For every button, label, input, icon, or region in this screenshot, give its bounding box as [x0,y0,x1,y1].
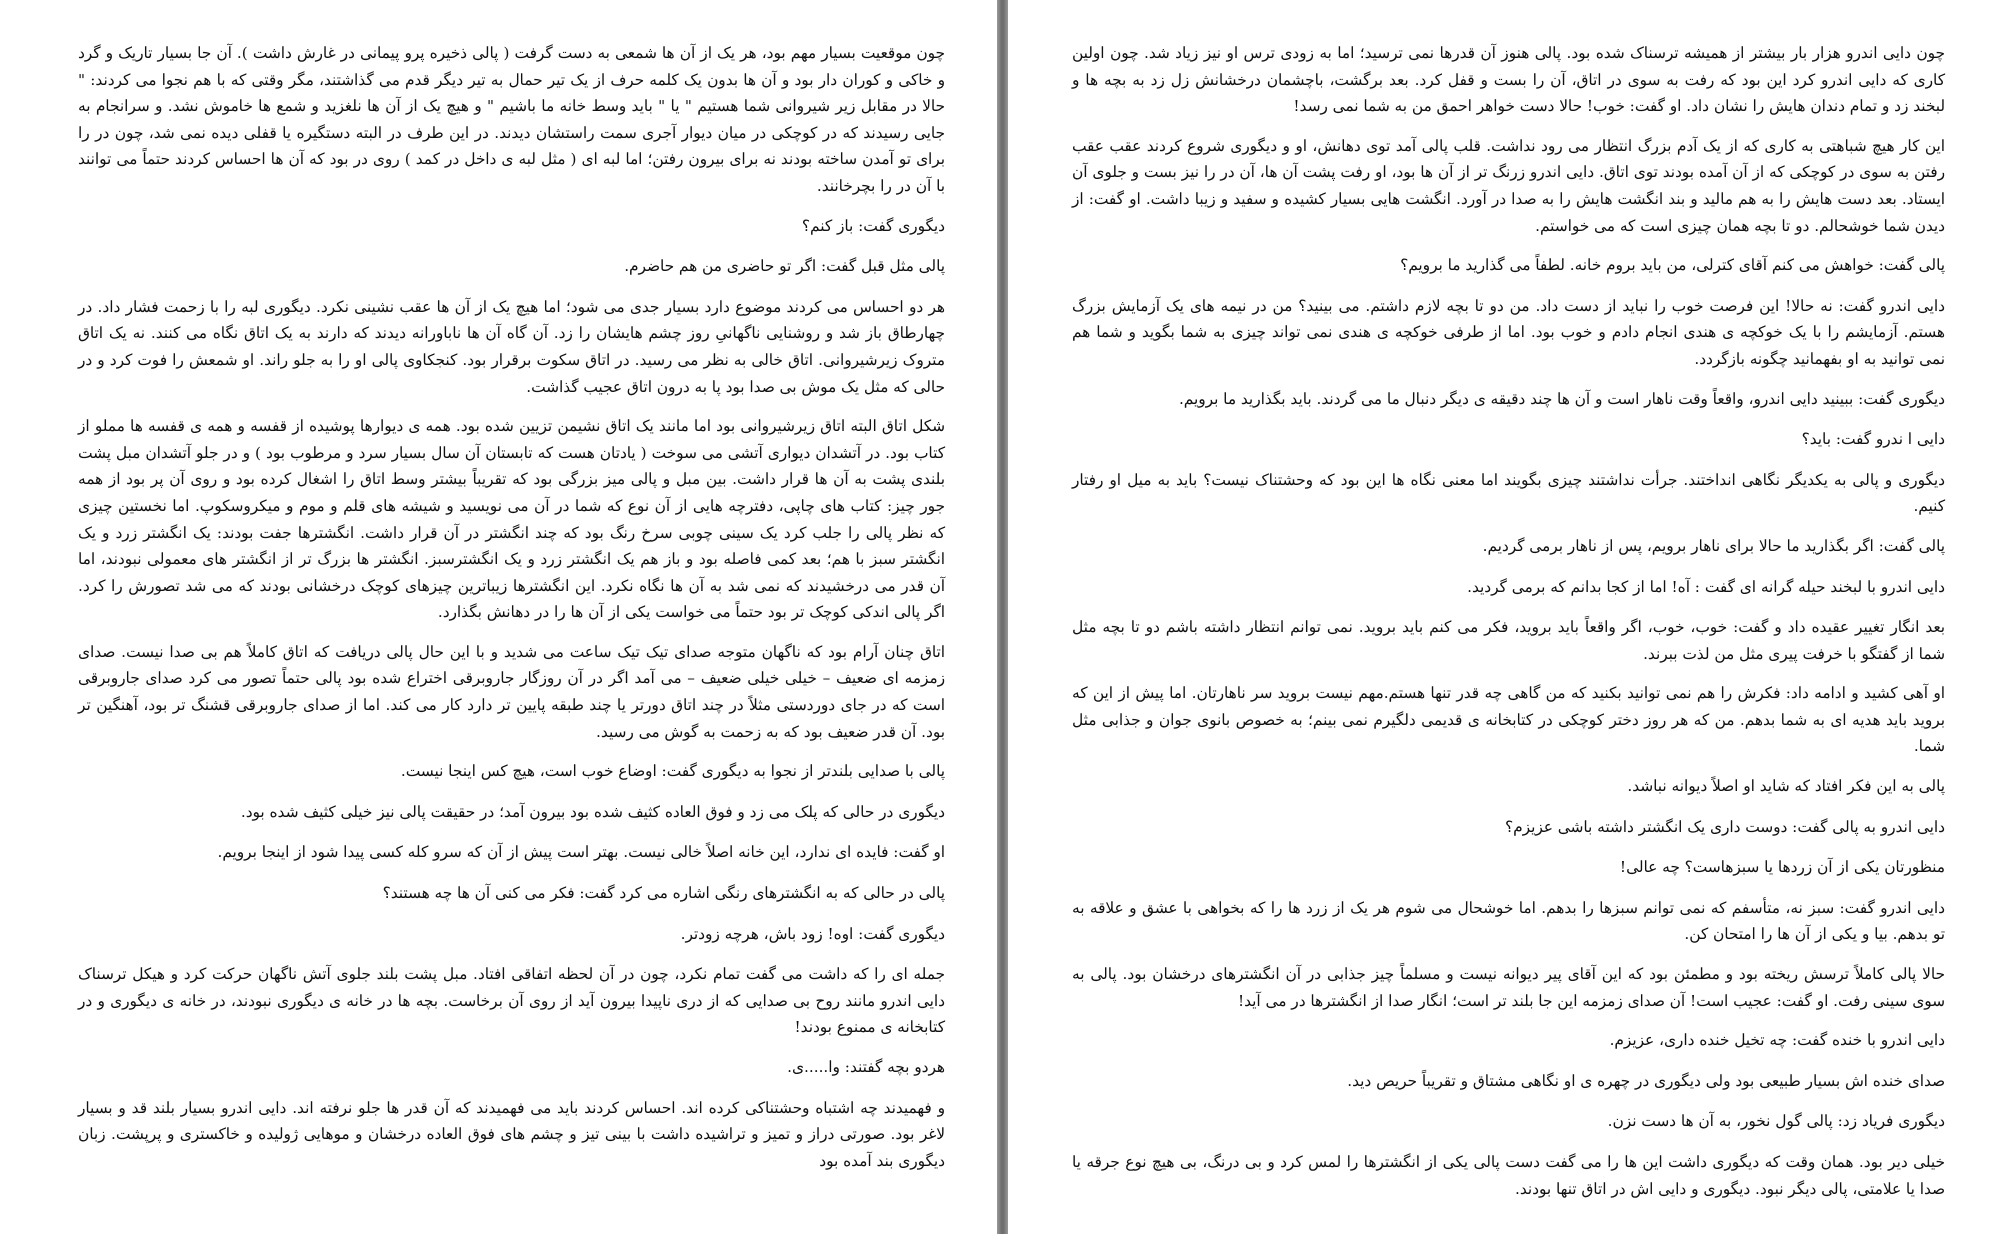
paragraph: دایی اندرو به پالی گفت: دوست داری یک انگشتر داشته باشی عزیزم؟ [1505,817,1945,836]
paragraph: او گفت: فایده ای ندارد، این خانه اصلاً خالی نیست. بهتر است پیش از آن که سرو کله کسی پیدا شود از اینجا برویم. [217,843,945,862]
paragraph: منظورتان یکی از آن زردها یا سبزهاست؟ چه عالی! [1619,858,1945,877]
paragraph: پالی گفت: خواهش می کنم آقای کترلی، من باید بروم خانه. لطفاً می گذارید ما برویم؟ [1400,256,1945,275]
paragraph: دیگوری گفت: باز کنم؟ [801,216,945,235]
paragraph: دیگوری و پالی به یکدیگر نگاهی انداختند. جرأت نداشتند چیزی بگویند اما معنی نگاه ها این بود که وحشتناک نیست؟ باید به میل او رفتار کنیم. [1072,470,1945,516]
paragraph: دیگوری فریاد زد: پالی گول نخور، به آن ها دست نزن. [1607,1112,1945,1131]
paragraph: صدای خنده اش بسیار طبیعی بود ولی دیگوری در چهره ی او نگاهی مشتاق و تقریباً حریص دید. [1347,1071,1945,1090]
paragraph: بعد انگار تغییر عقیده داد و گفت: خوب، خوب، اگر واقعاً باید بروید، فکر می کنم باید بروید. نمی توانم انتظار داشته باشم دو تا بچه مثل شما از گفتگو با خرفت پیری مثل من لذت ببرند. [1072,618,1945,663]
paragraph: دیگوری گفت: ببینید دایی اندرو، واقعاً وقت ناهار است و آن ها چند دقیقه ی دیگر دنبال ما می گردند. باید بگذارید ما برویم. [1178,389,1945,408]
paragraph: پالی در حالی که به انگشترهای رنگی اشاره می کرد گفت: فکر می کنی آن ها چه هستند؟ [382,884,945,903]
paragraph: دایی اندرو گفت: نه حالا! این فرصت خوب را نباید از دست داد. من دو تا بچه لازم داشتم. می بینید؟ من در نیمه های یک آزمایش بزرگ هستم. آزمایشم را با یک خوکچه ی هندی انجام دادم و خوب بود. اما از طرفی خوکچه ی هندی نمی تواند چیزی به شما بگوید و شما هم نمی توانید به او بفهمانید چگونه بازگردد. [1072,296,1945,368]
paragraph: پالی مثل قبل گفت: اگر تو حاضری من هم حاضرم. [624,257,945,276]
paragraph: هر دو احساس می کردند موضوع دارد بسیار جدی می شود؛ اما هیچ یک از آن ها عقب نشینی نکرد. دیگوری لبه را با زحمت فشار داد. در چهارطاق باز شد و روشنایی ناگهانیِ روز چشم هایشان را زد. آن گاه آن ها ناباورانه دیدند که دارند به یک اتاق نگاه می کنند. نه یک اتاق متروک زیرشیروانی. اتاق خالی به نظر می رسید. در اتاق سکوت برقرار بود. کنجکاوی پالی او را به جلو راند. او شمعش را فوت کرد و در حالی که مثل یک موش بی صدا بود پا به درون اتاق عجیب گذاشت. [78,297,945,396]
right-page [1008,0,2001,1234]
left-page-text [78,40,945,1174]
paragraph: او آهی کشید و ادامه داد: فکرش را هم نمی توانید بکنید که من گاهی چه قدر تنها هستم.مهم نیست بروید سر ناهارتان. اما پیش از این که بروید باید هدیه ای به شما بدهم. من که هر روز دختر کوچکی در کتابخانه ی قدیمی دلگیرم نمی بینم؛ به خصوص بانوی جوان و جذابی مثل شما. [1072,684,1945,756]
paragraph: این کار هیچ شباهتی به کاری که از یک آدم بزرگ انتظار می رود نداشت. قلب پالی آمد توی دهانش، او و دیگوری شروع کردند عقب عقب رفتن به سوی در کوچکی که از آن آمده بودند توی اتاق. دایی اندرو زرنگ تر از آن ها بود، او رفت پشت آن ها، آن در را نیز بست و جلوی آن ایستاد. بعد دست هایش را به هم مالید و بند انگشت هایش را به صدا در آورد. انگشت هایی بسیار کشیده و سفید و زیبا داشت. او گفت: از دیدن شما خوشحالم. دو تا بچه همان چیزی است که می خواستم. [1072,136,1945,235]
paragraph: دایی اندرو با لبخند حیله گرانه ای گفت : آه! اما از کجا بدانم که برمی گردید. [1467,577,1945,596]
paragraph: دیگوری گفت: اوه! زود باش، هرچه زودتر. [680,924,945,943]
paragraph: و فهمیدند چه اشتباه وحشتناکی کرده اند. احساس کردند باید می فهمیدند که آن قدر ها جلو نرفته اند. دایی اندرو بسیار بلند قد و بسیار لاغر بود. صورتی دراز و تمیز و تراشیده داشت با بینی تیز و چشم های فوق العاده درخشان و موهایی ژولیده و خاکستری و پرپشت. زبان دیگوری بند آمده بود [78,1098,945,1170]
page-divider [997,0,1008,1234]
paragraph: دایی اندرو گفت: سبز نه، متأسفم که نمی توانم سبزها را بدهم. اما خوشحال می شوم هر یک از زرد ها را که بخواهی با عشق و علاقه به تو بدهم. بیا و یکی از آن ها را امتحان کن. [1072,898,1945,944]
paragraph: دیگوری در حالی که پلک می زد و فوق العاده کثیف شده بود بیرون آمد؛ در حقیقت پالی نیز خیلی کثیف شده بود. [240,802,945,821]
paragraph: جمله ای را که داشت می گفت تمام نکرد، چون در آن لحظه اتفاقی افتاد. مبل پشت بلند جلوی آتش ناگهان حرکت کرد و هیکل ترسناک دایی اندرو مانند روح بی صدایی که از دری ناپیدا بیرون آید از روی آن برخاست. بچه ها در خانه ی دیگوری نبودند، در خانه ی دیگوری و در کتابخانه ی ممنوع بودند! [78,965,945,1037]
paragraph: دایی ا ندرو گفت: باید؟ [1801,430,1945,449]
paragraph: حالا پالی کاملاً ترسش ریخته بود و مطمئن بود که این آقای پیر دیوانه نیست و مسلماً چیز جذابی در آن انگشترهای درخشان بود. پالی به سوی سینی رفت. او گفت: عجیب است! آن صدای زمزمه این جا بلند تر است؛ انگار صدا از انگشترها در می آید! [1072,965,1945,1010]
paragraph: خیلی دیر بود. همان وقت که دیگوری داشت این ها را می گفت دست پالی یکی از انگشترها را لمس کرد و بی درنگ، بی هیچ نوع جرقه یا صدا یا علامتی، پالی دیگر نبود. دیگوری و دایی اش در اتاق تنها بودند. [1072,1153,1945,1198]
right-page-text [1072,40,1945,1202]
paragraph: چون دایی اندرو هزار بار بیشتر از همیشه ترسناک شده بود. پالی هنوز آن قدرها نمی ترسید؛ اما به زودی ترس او نیز زیاد شد. چون اولین کاری که دایی اندرو کرد این بود که رفت به سوی در اتاق، آن را بست و قفل کرد. بعد برگشت، باچشمان درخشانش زل زد به بچه ها و لبخند زد و تمام دندان هایش را نشان داد. او گفت: خوب! حالا دست خواهر احمق من به شما نمی رسد! [1072,44,1945,116]
paragraph: هردو بچه گفتند: وا.....ی. [787,1058,945,1076]
paragraph: چون موقعیت بسیار مهم بود، هر یک از آن ها شمعی به دست گرفت ( پالی ذخیره پرو پیمانی در غارش داشت ). آن جا بسیار تاریک و گرد و خاکی و کوران دار بود و آن ها بدون یک کلمه حرف از یک تیر حمال به تیر دیگر قدم می گذاشتند، مگر وقتی که با هم نجوا می کردند: " حالا در مقابل زیر شیروانی شما هستیم " یا " باید وسط خانه ما باشیم " و هیچ یک از آن ها نلغزید و شمع ها خاموش نشد. و سرانجام به جایی رسیدند که در کوچکی در میان دیوار آجری سمت راستشان دیدند. در این طرف در البته دستگیره یا قفلی دیده نمی شد، چون در را برای تو آمدن ساخته بودند نه برای بیرون رفتن؛ اما لبه ای ( مثل لبه ی داخل در کمد ) روی در بود که آن ها احساس کردند حتماً می توانند با آن در را بچرخانند. [78,44,945,195]
paragraph: پالی گفت: اگر بگذارید ما حالا برای ناهار برویم، پس از ناهار برمی گردیم. [1482,536,1945,555]
paragraph: پالی به این فکر افتاد که شاید او اصلاً دیوانه نباشد. [1627,777,1945,796]
paragraph: اتاق چنان آرام بود که ناگهان متوجه صدای تیک تیک ساعت می شدید و با این حال پالی دریافت که اتاق کاملاً هم بی صدا نیست. صدای زمزمه ای ضعیف – خیلی خیلی ضعیف – می آمد اگر در آن روزگار جاروبرقی اختراع شده بود پالی حتماً تصور می کرد صدای جاروبرقی است که در جای دوردستی مثلاً در چند اتاق دورتر یا چند طبقه پایین تر دارد کار می کند. اما از صدای جاروبرقی قشنگ تر بود، آهنگین تر بود. آن قدر ضعیف بود که به زحمت به گوش می رسید. [78,642,945,741]
left-page [0,0,997,1234]
paragraph: پالی با صدایی بلندتر از نجوا به دیگوری گفت: اوضاع خوب است، هیچ کس اینجا نیست. [400,762,945,781]
paragraph: شکل اتاق البته اتاق زیرشیروانی بود اما مانند یک اتاق نشیمن تزیین شده بود. همه ی دیوارها پوشیده از قفسه و همه ی قفسه ها مملو از کتاب بود. در آتشدان دیواری آتشی می سوخت ( یادتان هست که تابستان آن سال بسیار سرد و مرطوب بود ) و در جلو آتشدان مبل پشت بلندی پشت به آن ها قرار داشت. بین مبل و پالی میز بزرگی بود که تقریباً بیشتر وسط اتاق را اشغال کرده بود و روی آن پر بود از همه جور چیز: کتاب های چاپی، دفترچه هایی از آن نوع که شما در آن می نویسید و شیشه های قلم و موم و میکروسکوپ. اما نخستین چیزی که نظر پالی را جلب کرد یک سینی چوبی سرخ رنگ بود که چند انگشتر در آن قرار داشت. انگشترها جفت بودند: یک انگشتر زرد و یک انگشتر سبز با هم؛ بعد کمی فاصله بود و باز هم یک انگشتر زرد و یک انگشترسبز. انگشتر ها بزرگ تر از انگشتر های معمولی نبودند، اما آن قدر می درخشیدند که نمی شد به آن ها نگاه نکرد. این انگشترها زیباترین چیزهای کوچک درخشانی بودند که می شد تصورش را کرد. اگر پالی اندکی کوچک تر بود حتماً می خواست یکی از آن ها را در دهانش بگذارد. [78,417,945,622]
paragraph: دایی اندرو با خنده گفت: چه تخیل خنده داری، عزیزم. [1609,1031,1945,1050]
